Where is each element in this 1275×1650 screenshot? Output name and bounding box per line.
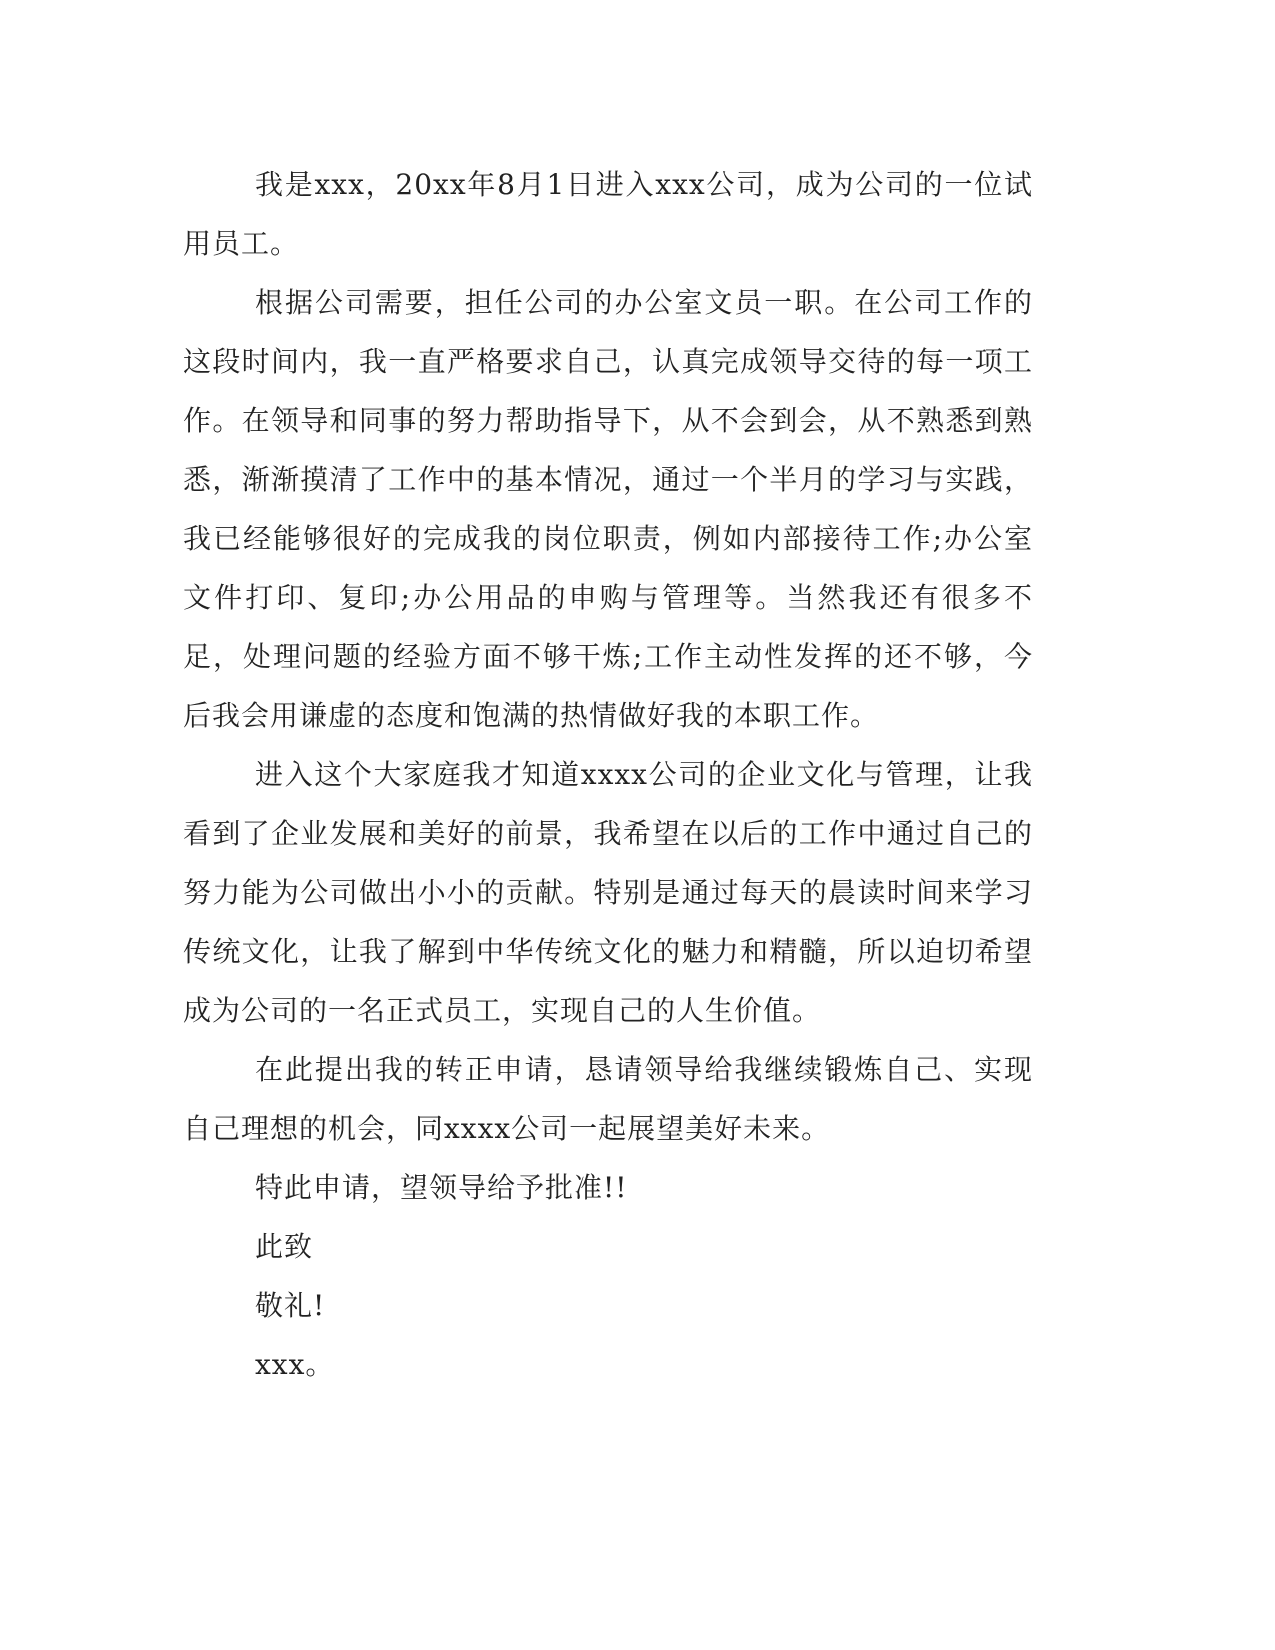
document-body [183, 155, 1033, 1394]
salutation-line-1: 此致 [255, 1230, 314, 1263]
paragraph-company-culture: 进入这个大家庭我才知道xxxx公司的企业文化与管理，让我看到了企业发展和美好的前景，我希望在以后的工作中通过自己的努力能为公司做出小小的贡献。特别是通过每天的晨读时间来学习传统文化，让我了解到中华传统文化的魅力和精髓，所以迫切希望成为公司的一名正式员工，实现自己的人生价值。 [183, 758, 1033, 1027]
paragraph-intro: 我是xxx，20xx年8月1日进入xxx公司，成为公司的一位试用员工。 [183, 168, 1033, 260]
signature: xxx。 [255, 1348, 335, 1381]
closing-request: 特此申请，望领导给予批准!! [255, 1171, 628, 1204]
paragraph-application: 在此提出我的转正申请，恳请领导给我继续锻炼自己、实现自己理想的机会，同xxxx公司一起展望美好未来。 [183, 1053, 1033, 1145]
paragraph-work-summary: 根据公司需要，担任公司的办公室文员一职。在公司工作的这段时间内，我一直严格要求自己，认真完成领导交待的每一项工作。在领导和同事的努力帮助指导下，从不会到会，从不熟悉到熟悉，渐渐摸清了工作中的基本情况，通过一个半月的学习与实践，我已经能够很好的完成我的岗位职责，例如内部接待工作;办公室文件打印、复印;办公用品的申购与管理等。当然我还有很多不足，处理问题的经验方面不够干炼;工作主动性发挥的还不够，今后我会用谦虚的态度和饱满的热情做好我的本职工作。 [183, 286, 1033, 732]
salutation-line-2: 敬礼! [255, 1289, 326, 1322]
